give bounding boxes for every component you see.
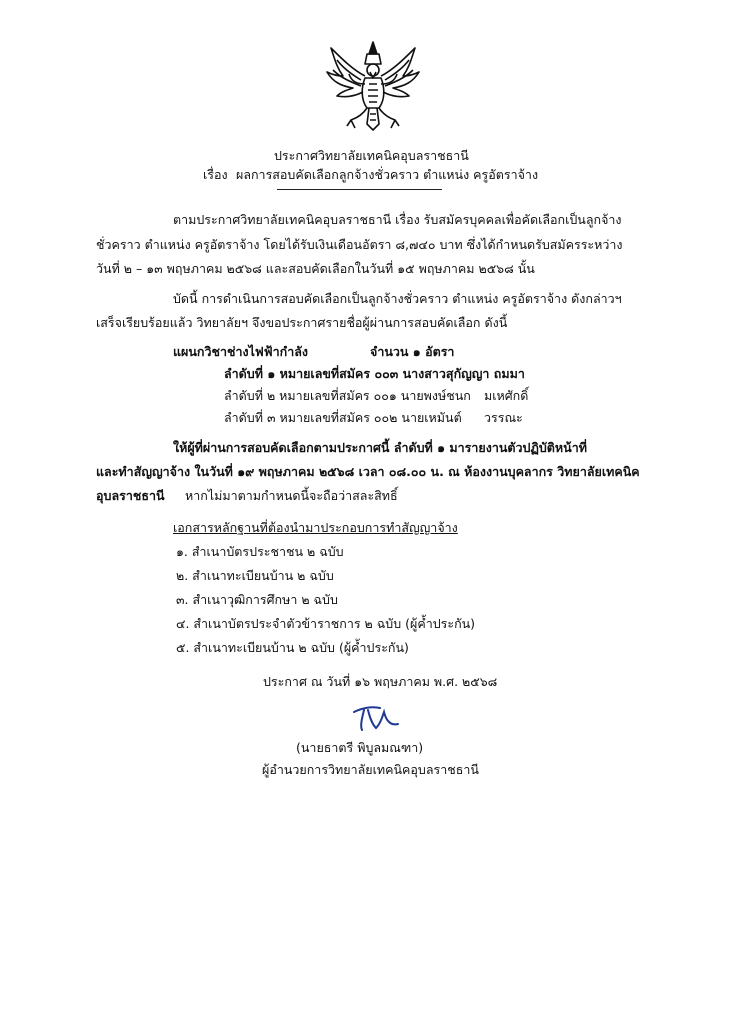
document-item: ๕. สำเนาทะเบียนบ้าน ๒ ฉบับ (ผู้ค้ำประกัน) — [176, 640, 409, 655]
candidate-2-surname: มเหศักดิ์ — [484, 388, 529, 403]
paragraph-1-line-3: วันที่ ๒ – ๑๓ พฤษภาคม ๒๕๖๘ และสอบคัดเลือกในวันที่ ๑๕ พฤษภาคม ๒๕๖๘ นั้น — [96, 261, 535, 276]
title-divider — [277, 189, 442, 190]
paragraph-2-line-2: เสร็จเรียบร้อยแล้ว วิทยาลัยฯ จึงขอประกาศรายชื่อผู้ผ่านการสอบคัดเลือก ดังนี้ — [96, 315, 508, 330]
instruction-line-3-rest: หากไม่มาตามกำหนดนี้จะถือว่าสละสิทธิ์ — [185, 488, 398, 503]
subject-label: เรื่อง — [203, 167, 228, 182]
document-title: ประกาศวิทยาลัยเทคนิคอุบลราชธานี — [274, 148, 469, 163]
paragraph-1-line-1: ตามประกาศวิทยาลัยเทคนิคอุบลราชธานี เรื่อง รับสมัครบุคคลเพื่อคัดเลือกเป็นลูกจ้าง — [173, 212, 622, 227]
garuda-emblem-icon — [323, 40, 423, 132]
department-name: แผนกวิชาช่างไฟฟ้ากำลัง — [173, 344, 308, 359]
candidate-2: ลำดับที่ ๒ หมายเลขที่สมัคร ๐๐๑ นายพงษ์ชนก — [224, 388, 471, 403]
document-item: ๒. สำเนาทะเบียนบ้าน ๒ ฉบับ — [176, 568, 334, 583]
signatory-name: (นายธาตรี พิบูลมณฑา) — [296, 740, 424, 755]
documents-heading: เอกสารหลักฐานที่ต้องนำมาประกอบการทำสัญญาจ้าง — [173, 520, 458, 535]
signatory-position: ผู้อำนวยการวิทยาลัยเทคนิคอุบลราชธานี — [262, 762, 479, 777]
candidate-1: ลำดับที่ ๑ หมายเลขที่สมัคร ๐๐๓ นางสาวสุกัญญา ถมมา — [224, 366, 525, 381]
department-quota: จำนวน ๑ อัตรา — [370, 344, 455, 359]
instruction-line-2: และทำสัญญาจ้าง ในวันที่ ๑๙ พฤษภาคม ๒๕๖๘ เวลา ๐๘.๐๐ น. ณ ห้องงานบุคลากร วิทยาลัยเทคนิค — [96, 464, 640, 479]
document-item: ๓. สำเนาวุฒิการศึกษา ๒ ฉบับ — [176, 592, 338, 607]
document-item: ๔. สำเนาบัตรประจำตัวข้าราชการ ๒ ฉบับ (ผู้ค้ำประกัน) — [176, 616, 476, 631]
subject-text: ผลการสอบคัดเลือกลูกจ้างชั่วคราว ตำแหน่ง ครูอัตราจ้าง — [236, 167, 539, 182]
candidate-3: ลำดับที่ ๓ หมายเลขที่สมัคร ๐๐๒ นายเหมันต์ — [224, 410, 462, 425]
paragraph-1-line-2: ชั่วคราว ตำแหน่ง ครูอัตราจ้าง โดยได้รับเงินเดือนอัตรา ๘,๗๔๐ บาท ซึ่งได้กำหนดรับสมัครระหว่าง — [96, 237, 623, 252]
instruction-line-1: ให้ผู้ที่ผ่านการสอบคัดเลือกตามประกาศนี้ ลำดับที่ ๑ มารายงานตัวปฏิบัติหน้าที่ — [173, 440, 587, 455]
signature-icon — [350, 702, 402, 734]
paragraph-2-line-1: บัดนี้ การดำเนินการสอบคัดเลือกเป็นลูกจ้างชั่วคราว ตำแหน่ง ครูอัตราจ้าง ดังกล่าวฯ — [173, 291, 622, 306]
document-item: ๑. สำเนาบัตรประชาชน ๒ ฉบับ — [176, 544, 344, 559]
instruction-line-3-bold: อุบลราชธานี — [96, 488, 165, 503]
announcement-date: ประกาศ ณ วันที่ ๑๖ พฤษภาคม พ.ศ. ๒๕๖๘ — [263, 674, 498, 689]
candidate-3-surname: วรรณะ — [484, 410, 523, 425]
